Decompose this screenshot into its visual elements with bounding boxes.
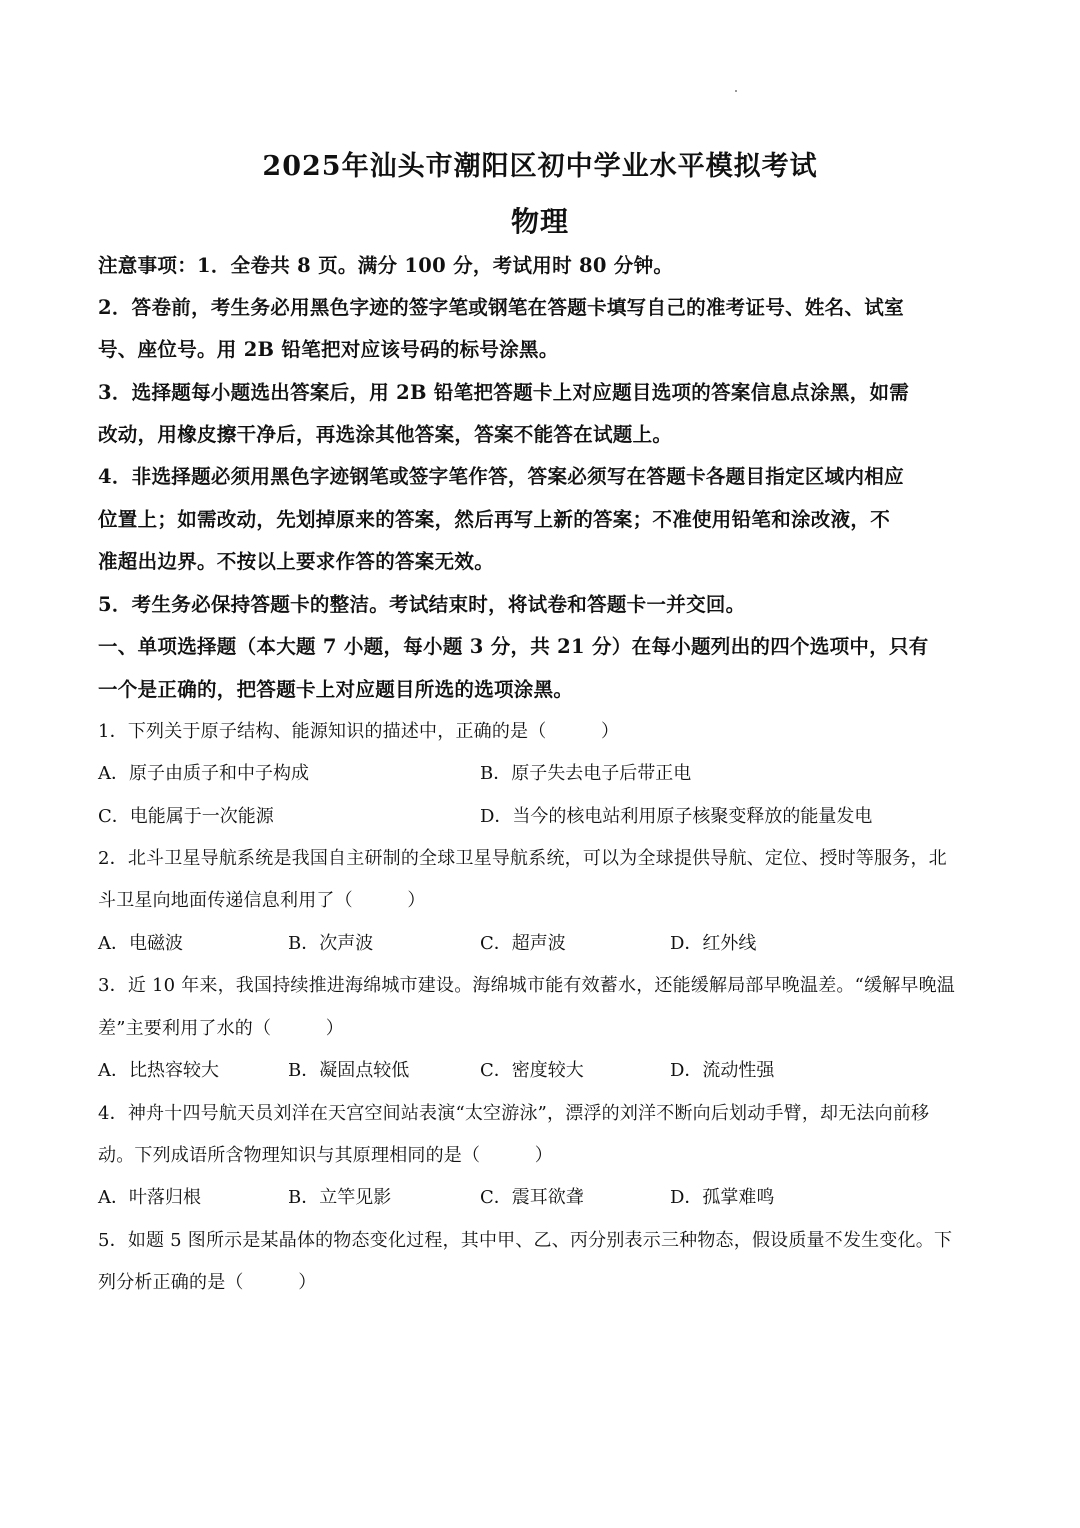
note-3-line-1: 3．选择题每小题选出答案后，用 2B 铅笔把答题卡上对应题目选项的答案信息点涂黑，如需 (98, 381, 910, 404)
question-4-stem-line-1: 4．神舟十四号航天员刘洋在天宫空间站表演“太空游泳”，漂浮的刘洋不断向后划动手臂，却无法向前移 (98, 1103, 930, 1124)
question-1-stem: 1．下列关于原子结构、能源知识的描述中，正确的是（ ） (98, 721, 620, 742)
question-3-option-c: C．密度较大 (480, 1060, 584, 1081)
subject-title: 物理 (510, 205, 569, 238)
note-4-line-1: 4．非选择题必须用黑色字迹钢笔或签字笔作答，答案必须写在答题卡各题目指定区域内相应 (98, 465, 904, 488)
exam-title: 2025年汕头市潮阳区初中学业水平模拟考试 (262, 151, 818, 182)
question-4-option-d: D．孤掌难鸣 (670, 1187, 775, 1208)
question-3-stem-line-1: 3．近 10 年来，我国持续推进海绵城市建设。海绵城市能有效蓄水，还能缓解局部早晚温差。“缓解早晚温 (98, 975, 955, 996)
scan-speck (735, 90, 737, 92)
note-4-line-3: 准超出边界。不按以上要求作答的答案无效。 (98, 550, 495, 573)
question-4-option-b: B．立竿见影 (288, 1187, 392, 1208)
section-heading-line-1: 一、单项选择题（本大题 7 小题，每小题 3 分，共 21 分）在每小题列出的四个选项中，只有 (98, 635, 929, 658)
section-heading-line-2: 一个是正确的，把答题卡上对应题目所选的选项涂黑。 (98, 678, 574, 701)
question-3-option-d: D．流动性强 (670, 1060, 775, 1081)
question-1-option-a: A．原子由质子和中子构成 (98, 763, 309, 784)
note-1: 注意事项：1．全卷共 8 页。满分 100 分，考试用时 80 分钟。 (98, 254, 674, 277)
question-5-stem-line-2: 列分析正确的是（ ） (98, 1272, 317, 1293)
question-5-stem-line-1: 5．如题 5 图所示是某晶体的物态变化过程，其中甲、乙、丙分别表示三种物态，假设质量不发生变化。下 (98, 1230, 953, 1251)
note-2-line-1: 2．答卷前，考生务必用黑色字迹的签字笔或钢笔在答题卡填写自己的准考证号、姓名、试室 (98, 296, 904, 319)
question-2-stem-line-2: 斗卫星向地面传递信息利用了（ ） (98, 890, 426, 911)
question-4-option-c: C．震耳欲聋 (480, 1187, 584, 1208)
question-2-option-c: C．超声波 (480, 933, 566, 954)
question-1-option-d: D．当今的核电站利用原子核聚变释放的能量发电 (480, 806, 873, 827)
note-3-line-2: 改动，用橡皮擦干净后，再选涂其他答案，答案不能答在试题上。 (98, 423, 673, 446)
note-4-line-2: 位置上；如需改动，先划掉原来的答案，然后再写上新的答案；不准使用铅笔和涂改液，不 (98, 508, 891, 531)
note-2-line-2: 号、座位号。用 2B 铅笔把对应该号码的标号涂黑。 (98, 338, 559, 361)
question-1-option-b: B．原子失去电子后带正电 (480, 763, 692, 784)
question-4-option-a: A．叶落归根 (98, 1187, 201, 1208)
question-4-stem-line-2: 动。下列成语所含物理知识与其原理相同的是（ ） (98, 1145, 553, 1166)
question-2-option-b: B．次声波 (288, 933, 374, 954)
question-3-option-a: A．比热容较大 (98, 1060, 219, 1081)
question-2-option-d: D．红外线 (670, 933, 757, 954)
question-2-stem-line-1: 2．北斗卫星导航系统是我国自主研制的全球卫星导航系统，可以为全球提供导航、定位、授时等服务，北 (98, 848, 947, 869)
question-3-option-b: B．凝固点较低 (288, 1060, 410, 1081)
question-3-stem-line-2: 差”主要利用了水的（ ） (98, 1018, 345, 1039)
question-1-option-c: C．电能属于一次能源 (98, 806, 274, 827)
note-5: 5．考生务必保持答题卡的整洁。考试结束时，将试卷和答题卡一并交回。 (98, 593, 746, 616)
question-2-option-a: A．电磁波 (98, 933, 183, 954)
